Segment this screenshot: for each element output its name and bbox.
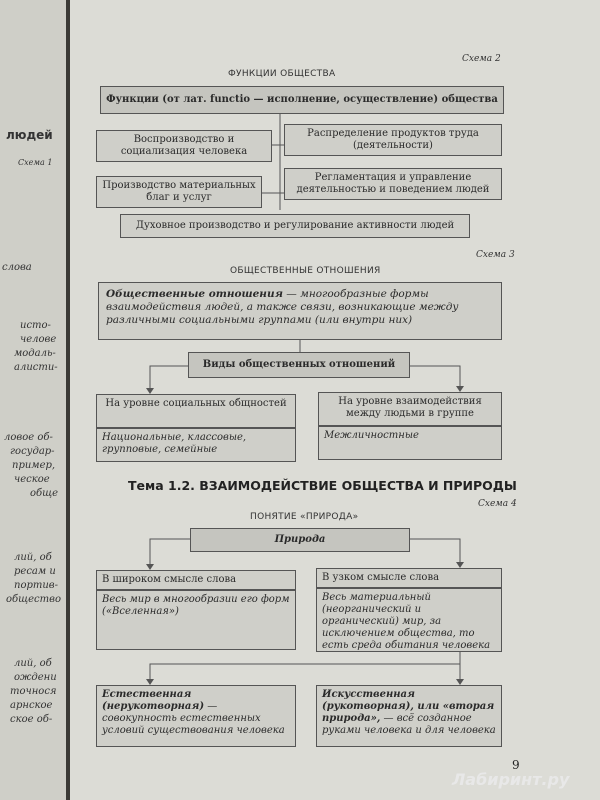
left-frag: ское об-: [10, 714, 53, 725]
left-frag: модаль-: [14, 348, 56, 359]
left-frag: лий, об: [14, 658, 52, 669]
left-frag: точнося: [10, 686, 57, 697]
nature-narrow-title-box: В узком смысле слова: [316, 568, 502, 588]
function-box-regulation: Регламентация и управление деятельностью и поведением людей: [284, 168, 502, 200]
left-page-schema: Схема 1: [18, 158, 53, 167]
watermark: Лабиринт.ру: [452, 770, 570, 789]
schema-4-heading: ПОНЯТИЕ «ПРИРОДА»: [250, 512, 359, 522]
nature-wide-title-box: В широком смысле слова: [96, 570, 296, 590]
function-box-distribution: Распределение продуктов труда (деятельности): [284, 124, 502, 156]
page-number: 9: [512, 758, 520, 772]
relations-right-examples-box: Межличностные: [318, 426, 502, 460]
nature-natural-text: — совокупность естественных условий существования человека: [102, 701, 285, 736]
left-page-title: людей: [6, 128, 53, 142]
function-box-reproduction: Воспроизводство и социализация человека: [96, 130, 272, 162]
nature-artificial-term: Искусственная (рукотворная), или «вторая природа»,: [322, 689, 495, 724]
left-frag: ловое об-: [4, 432, 53, 443]
left-frag: слова: [2, 262, 32, 273]
relations-definition: — многообразные формы взаимодействия людей, а также связи, возникающие между различными социальными группами (или внутри них): [106, 288, 459, 326]
schema-2-heading: ФУНКЦИИ ОБЩЕСТВА: [228, 69, 336, 79]
relations-definition-box: [98, 282, 502, 340]
nature-artificial-box: [316, 685, 502, 747]
nature-natural-term: Естественная (нерукотворная): [102, 689, 205, 712]
left-frag: челове: [20, 334, 57, 345]
left-frag: исто-: [20, 320, 51, 331]
relations-left-title-box: На уровне социальных общностей: [96, 394, 296, 428]
relations-term: Общественные отношения: [106, 288, 283, 300]
left-frag: ождени: [14, 672, 57, 683]
relations-types-box: Виды общественных отношений: [188, 352, 410, 378]
topic-title: Тема 1.2. ВЗАИМОДЕЙСТВИЕ ОБЩЕСТВА И ПРИРОДЫ: [128, 478, 517, 493]
left-frag: ческое: [14, 474, 50, 485]
left-frag: портив-: [14, 580, 58, 591]
left-frag: обще: [30, 488, 59, 499]
functions-root-box: Функции (от лат. functio — исполнение, осуществление) общества: [100, 86, 504, 114]
left-frag: пример,: [12, 460, 56, 471]
schema-3-label: Схема 3: [476, 250, 515, 260]
left-frag: ресам и: [14, 566, 56, 577]
left-frag: алисти-: [14, 362, 58, 373]
left-frag: арнское: [10, 700, 53, 711]
schema-3-heading: ОБЩЕСТВЕННЫЕ ОТНОШЕНИЯ: [230, 266, 381, 276]
nature-natural-box: [96, 685, 296, 747]
function-box-production: Производство материальных благ и услуг: [96, 176, 262, 208]
relations-left-examples-box: Национальные, классовые, групповые, семейные: [96, 428, 296, 462]
left-frag: общество: [6, 594, 61, 605]
nature-root-box: Природа: [190, 528, 410, 552]
schema-2-label: Схема 2: [462, 54, 501, 64]
schema-4-label: Схема 4: [478, 499, 517, 509]
nature-wide-text-box: Весь мир в многообразии его форм («Вселенная»): [96, 590, 296, 650]
function-box-spiritual: Духовное производство и регулирование активности людей: [120, 214, 470, 238]
left-frag: государ-: [10, 446, 55, 457]
left-frag: лий, об: [14, 552, 52, 563]
nature-narrow-text-box: Весь материальный (неорганический и органический) мир, за исключением общества, то есть среда обитания человека: [316, 588, 502, 652]
nature-artificial-text: — всё созданное руками человека и для человека: [322, 713, 496, 736]
relations-right-title-box: На уровне взаимодействия между людьми в группе: [318, 392, 502, 426]
